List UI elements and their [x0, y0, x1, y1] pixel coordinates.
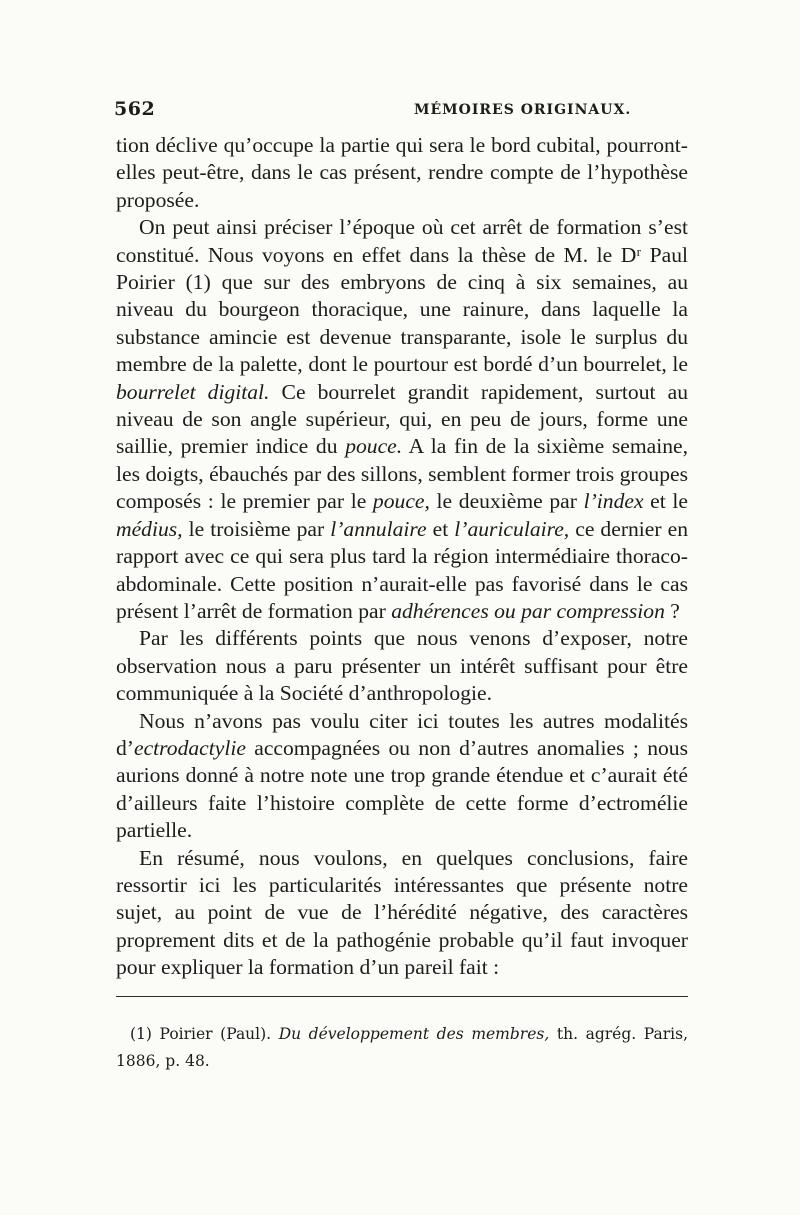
page-number: 562: [114, 98, 156, 120]
text-run: le troisième par: [182, 516, 331, 541]
footnote-title: Du développement des membres,: [278, 1025, 550, 1043]
italic-term: l’index: [583, 489, 644, 514]
text-run: le deuxième par: [429, 489, 584, 514]
paragraph-text: Par les différents points que nous venons d’exposer, notre observation nous a paru présenter un intérêt suffisant pour être communiquée à la Société d’anthropologie.: [116, 626, 688, 706]
paragraph-modalities: [116, 708, 688, 845]
text-run: accompagnées ou non d’autres anomalies ; nous aurions donné à notre note une trop grande étendue et c’aurait été d’ailleurs faite l’histoire complète de cette forme d’ectromélie partielle.: [116, 735, 688, 843]
body-text: [116, 132, 688, 982]
paragraph-text: En résumé, nous voulons, en quelques conclusions, faire ressortir ici les particularités intéressantes que présente notre sujet, au point de vue de l’hérédité négative, des caractères proprement dits et de la pathogénie probable qu’il faut invoquer pour expliquer la formation d’un pareil fait :: [116, 845, 688, 980]
italic-term: ectrodactylie: [134, 735, 246, 760]
footnote-divider: [116, 996, 688, 997]
text-run: et: [426, 516, 455, 541]
text-run: Ce bourrelet grandit rapidement, surtout au niveau de son angle supérieur, qui, en peu de jours, forme une saillie, premier indice du: [116, 379, 688, 459]
paragraph-embryology: [116, 214, 688, 625]
paragraph-summary: [116, 845, 688, 982]
running-title: MÉMOIRES ORIGINAUX.: [414, 102, 632, 118]
footnote-text: (1) Poirier (Paul).: [130, 1025, 279, 1043]
text-run: A la fin de la sixième semaine, les doigts, ébauchés par des sillons, semblent former trois groupes composés : le premier par le: [116, 434, 688, 514]
text-run: On peut ainsi préciser l’époque où cet arrêt de formation s’est constitué. Nous voyons en effet dans la thèse de M. le Dʳ Paul Poirier (1) que sur des embryons de cinq à six semaines, au niveau du bourgeon thoracique, une rainure, dans laquelle la substance amincie est devenue transparante, isole le surplus du membre de la palette, dont le pourtour est bordé d’un bourrelet, le: [116, 215, 688, 377]
italic-term: l’annulaire: [330, 516, 427, 541]
footnote-text: th. agrég. Paris, 1886, p. 48.: [116, 1025, 688, 1070]
italic-term: bourrelet digital.: [116, 379, 270, 404]
footnote: [116, 1021, 688, 1075]
text-run: ?: [664, 598, 680, 623]
italic-term: pouce.: [345, 434, 403, 459]
italic-term: adhérences ou par compression: [391, 598, 665, 623]
italic-term: médius,: [116, 516, 183, 541]
text-run: et le: [643, 489, 688, 514]
italic-term: l’auriculaire,: [454, 516, 570, 541]
text-run: ce dernier en rapport avec ce qui sera plus tard la région intermédiaire thoraco-abdominale. Cette position n’aurait-elle pas favorisé dans le cas présent l’arrêt de formation par: [116, 516, 688, 623]
paragraph-observation: [116, 625, 688, 707]
text-run: Nous n’avons pas voulu citer ici toutes les autres modalités d’: [116, 708, 688, 760]
paragraph-text: tion déclive qu’occupe la partie qui sera le bord cubital, pourront-elles peut-être, dans le cas présent, rendre compte de l’hypothèse proposée.: [116, 133, 688, 212]
page-header: [114, 98, 694, 124]
italic-term: pouce,: [372, 489, 430, 514]
paragraph-continuation: [116, 132, 688, 214]
